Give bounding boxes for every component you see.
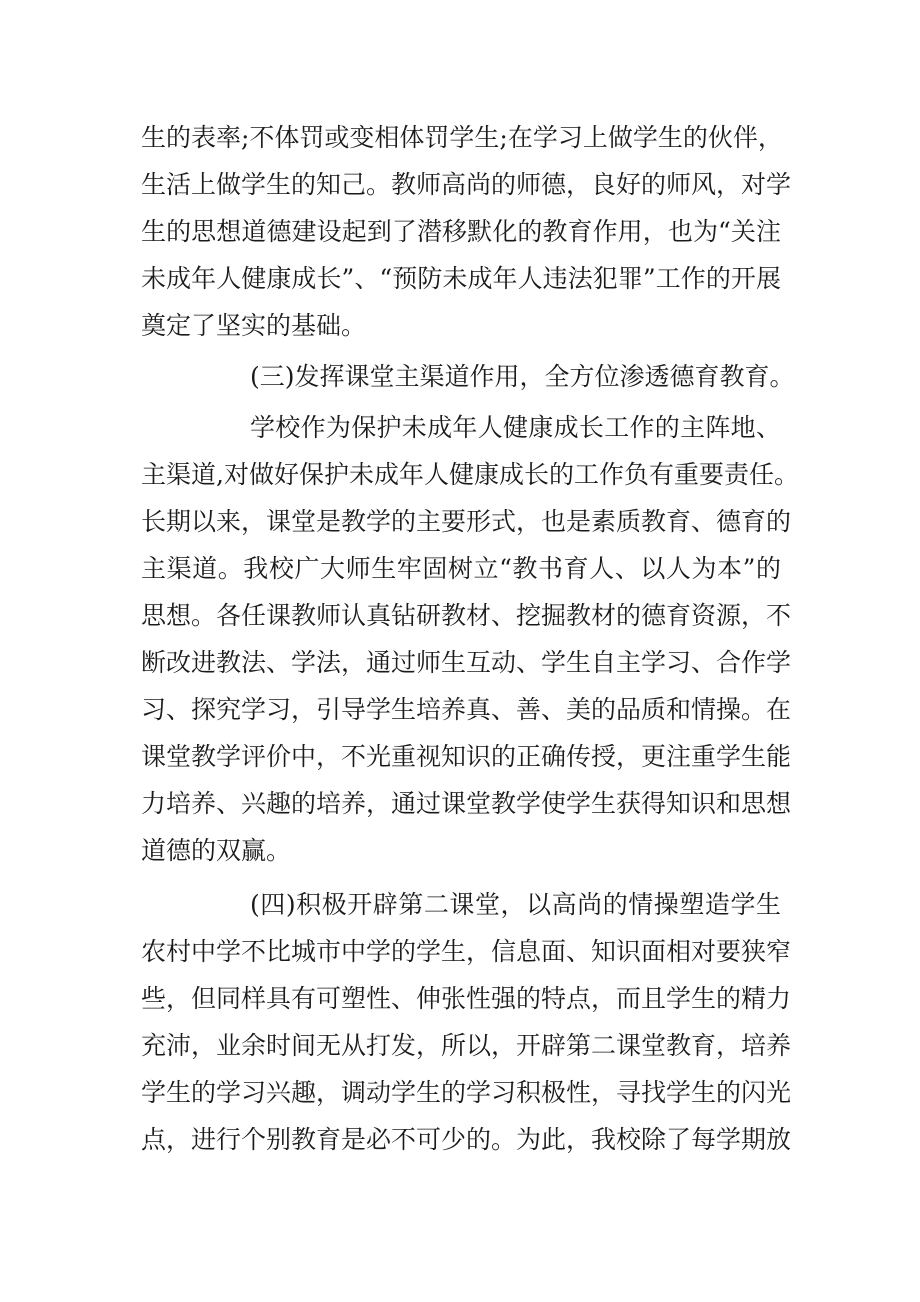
text-line: 学生的学习兴趣，调动学生的学习积极性，寻找学生的闪光 xyxy=(141,1078,792,1107)
text-line: 习、探究学习，引导学生培养真、善、美的品质和情操。在 xyxy=(141,695,792,724)
text-line: 奠定了坚实的基础。 xyxy=(141,311,367,340)
text-line: 长期以来，课堂是教学的主要形式，也是素质教育、德育的 xyxy=(141,507,792,536)
text-line: 课堂教学评价中，不光重视知识的正确传授，更注重学生能 xyxy=(141,742,792,771)
text-line: 未成年人健康成长”、“预防未成年人违法犯罪”工作的开展 xyxy=(141,264,781,293)
text-line: 力培养、兴趣的培养，通过课堂教学使学生获得知识和思想 xyxy=(141,789,792,818)
text-line: 生活上做学生的知己。教师高尚的师德，良好的师风，对学 xyxy=(141,170,792,199)
text-line: 些，但同样具有可塑性、伸张性强的特点，而且学生的精力 xyxy=(141,984,792,1013)
text-line: 学校作为保护未成年人健康成长工作的主阵地、 xyxy=(250,413,781,442)
text-line: 主渠道。我校广大师生牢固树立“教书育人、以人为本”的 xyxy=(141,554,781,583)
text-line: 充沛，业余时间无从打发，所以，开辟第二课堂教育，培养 xyxy=(141,1031,792,1060)
text-line: 主渠道,对做好保护未成年人健康成长的工作负有重要责任。 xyxy=(141,460,799,489)
text-line: 道德的双赢。 xyxy=(141,836,292,865)
text-line: 思想。各任课教师认真钻研教材、挖掘教材的德育资源，不 xyxy=(141,601,792,630)
section-heading: (三)发挥课堂主渠道作用，全方位渗透德育教育。 xyxy=(250,362,795,391)
section-heading: (四)积极开辟第二课堂，以高尚的情操塑造学生 xyxy=(250,890,781,919)
text-line: 点，进行个别教育是必不可少的。为此，我校除了每学期放 xyxy=(141,1125,792,1154)
text-line: 生的思想道德建设起到了潜移默化的教育作用，也为“关注 xyxy=(141,217,781,246)
text-line: 生的表率;不体罚或变相体罚学生;在学习上做学生的伙伴， xyxy=(141,123,783,152)
text-line: 农村中学不比城市中学的学生，信息面、知识面相对要狭窄 xyxy=(141,937,792,966)
text-line: 断改进教法、学法，通过师生互动、学生自主学习、合作学 xyxy=(141,648,792,677)
